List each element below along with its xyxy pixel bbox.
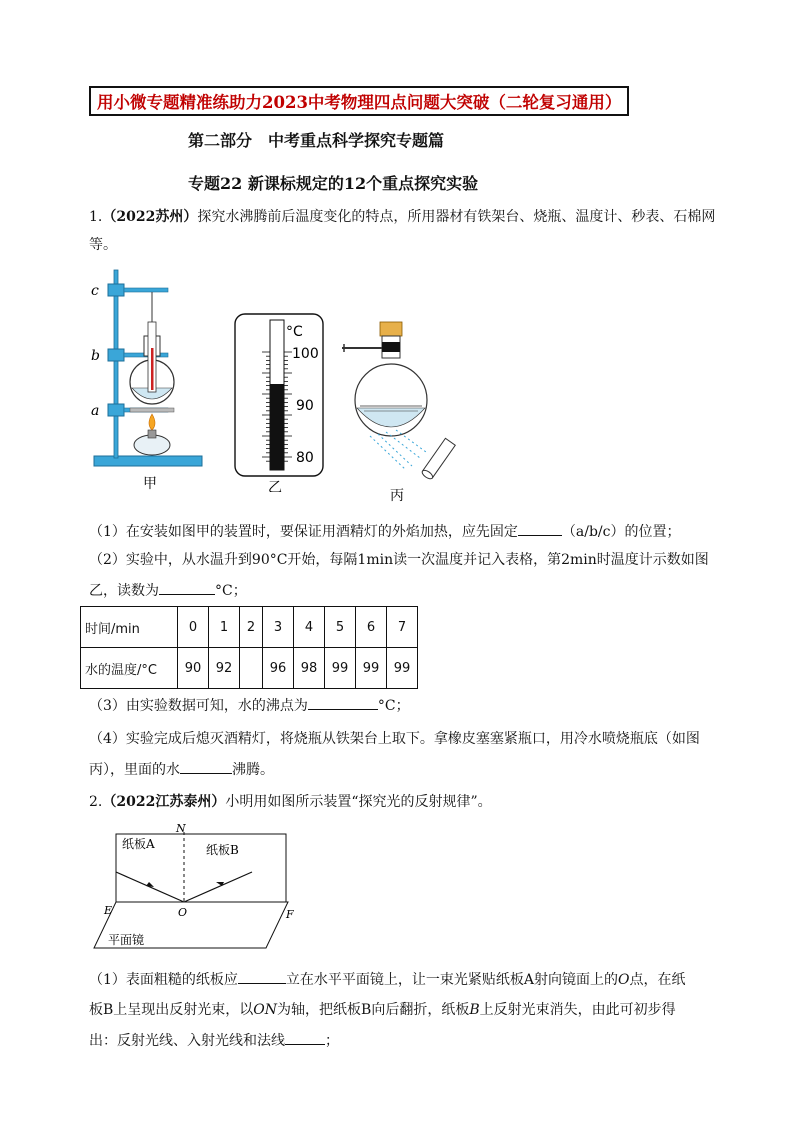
- q2-number: 2.: [89, 794, 103, 810]
- clamp-c: [108, 284, 124, 296]
- q2-part1-line1: （1）表面粗糙的纸板应 立在水平平面镜上，让一束光紧贴纸板A射向镜面上的O点，在纸: [89, 966, 686, 994]
- q1-part3: （3）由实验数据可知，水的沸点为 °C；: [89, 692, 410, 720]
- stand-base: [94, 456, 202, 466]
- label-a: a: [91, 403, 100, 419]
- q2-source: （2022江苏泰州）: [102, 794, 226, 810]
- topic-title: 专题22 新课标规定的12个重点探究实验: [188, 174, 479, 193]
- table-cell: 6: [356, 607, 387, 648]
- q1-stem-text: 探究水沸腾前后温度变化的特点，所用器材有铁架台、烧瓶、温度计、秒表、石棉网: [197, 209, 716, 225]
- clamp-b: [108, 349, 124, 361]
- figure-iron-stand: [88, 262, 208, 490]
- water-spray: [370, 430, 426, 470]
- label-b: b: [91, 348, 100, 364]
- q1-stem-line1: [89, 203, 715, 231]
- clamp-a: [108, 404, 124, 416]
- table-cell: 99: [325, 648, 356, 689]
- answer-blank-3[interactable]: [308, 693, 378, 710]
- table-cell: 92: [209, 648, 240, 689]
- table-cell: 0: [178, 607, 209, 648]
- answer-blank-4[interactable]: [180, 757, 232, 774]
- table-cell: 90: [178, 648, 209, 689]
- rubber-stopper: [380, 322, 402, 336]
- asbestos-gauze: [130, 408, 174, 412]
- figure-reflection: [88, 822, 296, 956]
- q1-stem-line2: 等。: [89, 237, 117, 253]
- q1-part1: （1）在安装如图甲的装置时，要保证用酒精灯的外焰加热，应先固定 （a/b/c）的位置；: [89, 518, 681, 546]
- label-c: c: [91, 283, 99, 299]
- part-title: 第二部分 中考重点科学探究专题篇: [188, 131, 445, 150]
- spray-nozzle: [421, 438, 455, 480]
- table-cell: 7: [387, 607, 418, 648]
- stand-rod: [114, 270, 118, 458]
- series-banner: 用小微专题精准练助力2023中考物理四点问题大突破（二轮复习通用）: [89, 86, 629, 116]
- table-cell: 98: [294, 648, 325, 689]
- q2-part1-line2: 板B上呈现出反射光束，以ON为轴，把纸板B向后翻折，纸板B上反射光束消失，由此可初步得: [89, 1002, 676, 1018]
- table-header-temp: 水的温度/°C: [81, 648, 178, 689]
- figure-cooling-flask: [340, 318, 460, 508]
- table-cell: 2: [240, 607, 263, 648]
- q2-stem: [89, 788, 492, 816]
- data-table: [80, 606, 418, 689]
- q1-number: 1.: [89, 209, 103, 225]
- unit-label: °C: [286, 324, 303, 340]
- figure-thermometer: [232, 312, 328, 492]
- answer-blank-6[interactable]: [285, 1028, 325, 1045]
- flame-icon: [149, 414, 155, 430]
- table-cell: 5: [325, 607, 356, 648]
- table-row: [81, 648, 418, 689]
- q1-part2-line2: 乙，读数为 °C；: [89, 577, 247, 605]
- label-yi: 乙: [268, 480, 282, 492]
- table-cell: 96: [263, 648, 294, 689]
- tick-100: 100: [292, 346, 319, 362]
- label-board-b: 纸板B: [206, 843, 239, 857]
- label-bing: 丙: [390, 488, 404, 504]
- q2-part1-line3: 出：反射光线、入射光线和法线 ；: [89, 1027, 339, 1055]
- q1-source: （2022苏州）: [102, 209, 198, 225]
- table-cell-empty[interactable]: [240, 648, 263, 689]
- table-cell: 1: [209, 607, 240, 648]
- tick-80: 80: [296, 450, 314, 466]
- label-F: F: [286, 908, 294, 921]
- table-cell: 4: [294, 607, 325, 648]
- thermometer-mercury: [270, 384, 284, 470]
- q1-part4-line2: 丙），里面的水 沸腾。: [89, 756, 274, 784]
- q1-part4-line1: （4）实验完成后熄灭酒精灯，将烧瓶从铁架台上取下。拿橡皮塞塞紧瓶口，用冷水喷烧瓶底（如图: [89, 731, 700, 747]
- label-O: O: [178, 906, 188, 919]
- label-board-a: 纸板A: [122, 837, 155, 851]
- label-N: N: [176, 822, 186, 835]
- answer-blank-5[interactable]: [238, 967, 286, 984]
- label-mirror: 平面镜: [108, 933, 145, 947]
- table-cell: 99: [356, 648, 387, 689]
- tick-90: 90: [296, 398, 314, 414]
- table-row: [81, 607, 418, 648]
- table-header-time: 时间/min: [81, 607, 178, 648]
- answer-blank-1[interactable]: [518, 519, 562, 536]
- q2-stem-text: 小明用如图所示装置“探究光的反射规律”。: [225, 794, 492, 810]
- label-E: E: [104, 904, 113, 917]
- q1-part2-line1: （2）实验中，从水温升到90°C开始，每隔1min读一次温度并记入表格，第2min时温度计示数如图: [89, 552, 709, 568]
- table-cell: 99: [387, 648, 418, 689]
- answer-blank-2[interactable]: [159, 578, 215, 595]
- table-cell: 3: [263, 607, 294, 648]
- label-jia: 甲: [143, 476, 157, 490]
